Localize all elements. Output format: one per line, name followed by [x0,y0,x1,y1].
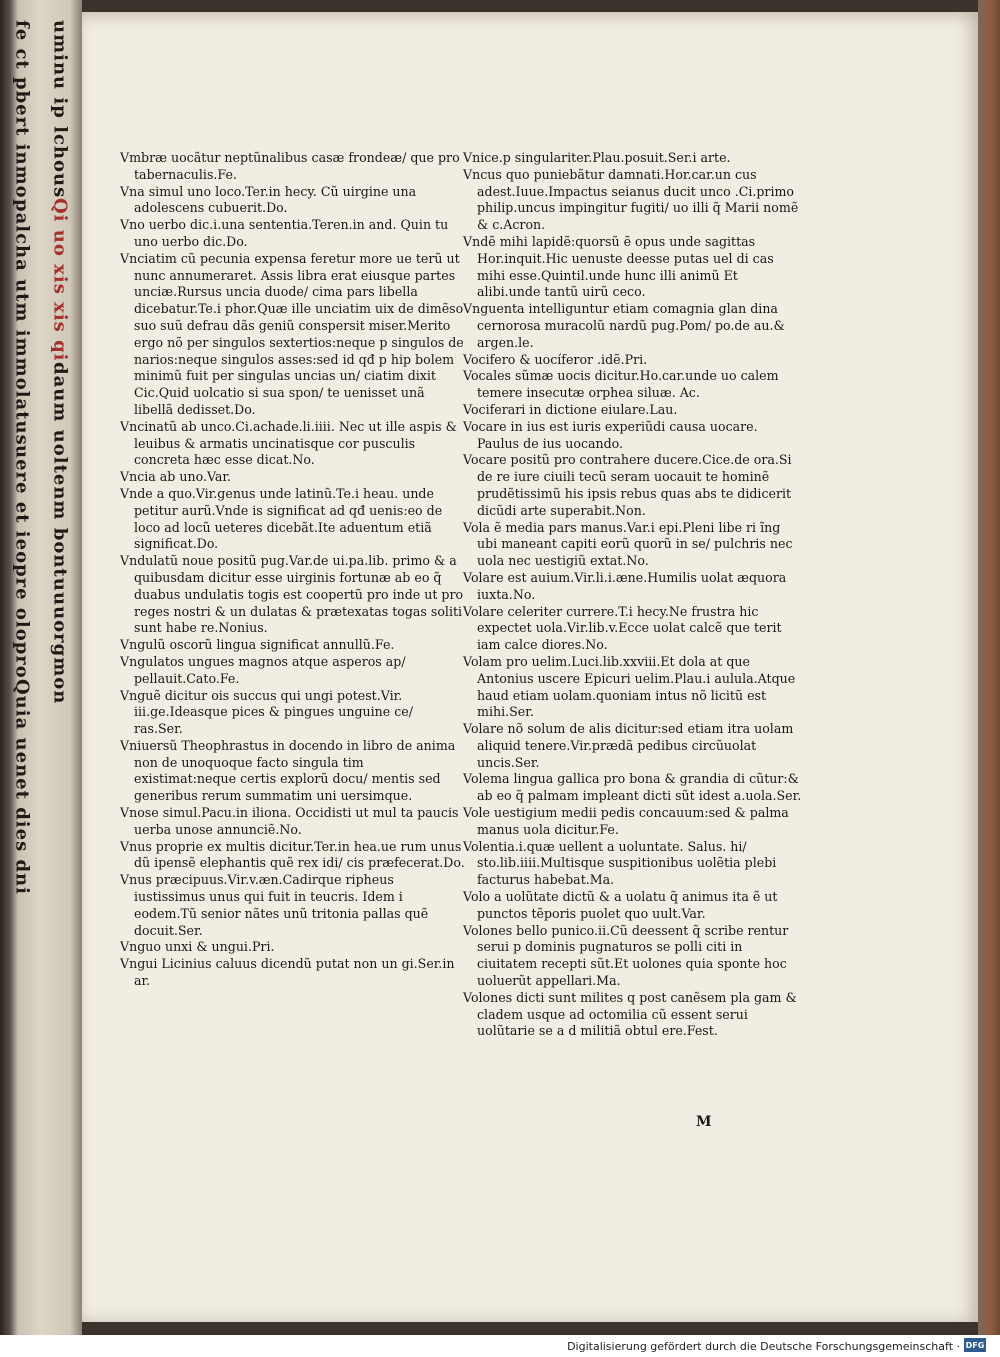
dictionary-entry: Vno uerbo dic.i.una sententia.Teren.in and. Quin tu uno uerbo dic.Do. [120,217,449,249]
dictionary-entry: Vocifero & uocíferor .idẽ.Pri. [463,351,648,367]
dictionary-entry: Vniuersũ Theophrastus in docendo in libro de anima non de unoquoque facto singula tim existimat:neque certis explorũ docu/ mentis sed generibus rerum summatim uni uersimque. [120,737,456,804]
dictionary-entry: Vnciatim cũ pecunia expensa feretur more ue terũ ut nunc annumeraret. Assis libra erat eiusque partes unciæ.Rursus uncia duode/ cima pars libella dicebatur.Te.i phor.Quæ ille unciatim uix de dimẽso suo suũ defrau dãs geniũ conspersit miser.Merito ergo nõ per singulos sextertios:neque p singulos de narios:neque singulos asses:sed id qđ p hip bolem minimũ fuit per singulas uncias un/ ciatim dixit Cic.Quid uolcatio si sua spon/ te uenisset unã libellã dedisset.Do. [120,250,464,417]
dictionary-entry: Vnus proprie ex multis dicitur.Ter.in hea.ue rum unus dũ ipensẽ elephantis quẽ rex idi/ cis præfecerat.Do. [120,838,465,871]
dictionary-entry: Vocales sũmæ uocis dicitur.Ho.car.unde uo calem temere insecutæ orphea siluæ. Ac. [463,368,779,401]
dfg-logo-icon: DFG [964,1338,986,1352]
dictionary-entry: Vngulatos ungues magnos atque asperos ap/ pellauit.Cato.Fe. [120,653,406,686]
spine-strip-left [2,20,42,1320]
dictionary-entry: Volare nõ solum de alis dicitur:sed etiam itra uolam aliquid tenere.Vir.prædã pedibus circũuolat uncis.Ser. [463,721,794,770]
dictionary-entry: Vncia ab uno.Var. [120,469,232,485]
dictionary-entry: Vngui Licinius caluus dicendũ putat non un gi.Ser.in ar. [120,956,455,989]
dictionary-entry: Vnose simul.Pacu.in iliona. Occidisti ut mul ta paucis uerba unose annunciẽ.No. [120,805,459,837]
dictionary-entry: Volentia.i.quæ uellent a uoluntate. Salus. hi/ sto.lib.iiii.Multisque suspitionibus uolẽtia plebi facturus habebat.Ma. [463,838,777,888]
dictionary-entry: Vole uestigium medii pedis concauum:sed & palma manus uola dicitur.Fe. [463,805,789,837]
dictionary-entry: Vnguo unxi & ungui.Pri. [120,939,275,955]
dictionary-entry: Vncinatũ ab unco.Ci.achade.li.iiii. Nec ut ille aspis & leuibus & armatis uncinatisque cor pusculis concreta hæc esse dicat.No. [120,418,457,468]
dictionary-entry: Volones dicti sunt milites q post canẽsem pla gam & cladem usque ad octomilia cũ essent serui uolũtarie se a d militiã obtul ere.Fest. [463,989,797,1039]
dictionary-entry: Vna simul uno loco.Ter.in hecy. Cũ uirgine una adolescens cubuerit.Do. [120,183,417,216]
dictionary-entry: Vndẽ mihi lapidẽ:quorsũ ẽ opus unde sagittas Hor.inquit.Hic uenuste deesse putas uel di cas mihi esse.Quintil.unde hunc illi animũ Et alibi.unde tantũ uirũ ceco. [463,233,774,300]
dictionary-entry: Vocare positũ pro contrahere ducere.Cice.de ora.Si de re iure ciuili tecũ seram uocauit te hominẽ prudẽtissimũ his ipsis rebus quas abs te didicerit dicũdi arte superabit.Non. [463,452,792,518]
footer-credit: Digitalisierung gefördert durch die Deutsche Forschungsgemeinschaft · [567,1340,960,1353]
book-spine [0,0,82,1335]
signature-mark: M [696,1114,712,1130]
dictionary-entry: Vncus quo puniebãtur damnati.Hor.car.un cus adest.Iuue.Impactus seianus ducit unco .Ci.primo philip.uncus impingitur fugiti/ uo illi q̃ Marii nomẽ & c.Acron. [463,166,799,233]
dictionary-entry: Volema lingua gallica pro bona & grandia di cũtur:& ab eo q̃ palmam impleant dicti sũt idest a.uola.Ser. [463,771,802,804]
page-edge [978,0,1000,1335]
spine-text: palcha utm immolatus [11,198,33,446]
dictionary-entry: Vmbræ uocãtur neptũnalibus casæ frondeæ/ que pro tabernaculis.Fe. [120,150,460,182]
spine-text: Quia uenet dies dni [11,679,33,896]
dictionary-entry: Vndulatũ noue positũ pug.Var.de ui.pa.lib. primo & a quibusdam dicitur esse uirginis fortunæ ab eo q̃ duabus undulatis togis est coopertũ pro inde ut pro reges nostri & un dulatas & prætexatas togas soliti sunt habe re.Nonius. [120,553,464,636]
spine-text: uuorgmon [49,591,71,704]
dictionary-entry: Vola ẽ media pars manus.Var.i epi.Pleni libe ri ĩng ubi maneant capiti eorũ quorũ in se/ pulchris nec uola nec uestigiũ extat.No. [463,519,793,569]
right-column [463,150,803,1040]
dictionary-entry: Volam pro uelim.Luci.lib.xxviii.Et dola at que Antonius uscere Epicuri uelim.Plau.i aulula.Atque haud etiam uolam.quoniam intus nõ licitũ est mihi.Ser. [463,653,796,720]
dictionary-entry: Volo a uolũtate dictũ & a uolatu q̃ animus ita ẽ ut punctos tẽporis puolet quo uult.Var. [463,889,778,921]
dictionary-entry: Vnguenta intelliguntur etiam comagnia glan dina cernorosa muracolũ nardũ pug.Pom/ po.de au.& argen.le. [463,301,785,350]
spine-text: uminu ip lchous [49,20,71,199]
spine-text: uere et ieopre olopro [11,445,33,680]
dictionary-entry: Vocare in ius est iuris experiũdi causa uocare. Paulus de ius uocando. [463,418,758,451]
dictionary-entry: Vnus præcipuus.Vir.v.æn.Cadirque ripheus iustissimus unus qui fuit in teucris. Idem i eodem.Tũ senior nãtes unũ tritonia pallas quẽ docuit.Ser. [120,872,429,938]
dictionary-entry: Vociferari in dictione eiulare.Lau. [463,401,678,417]
dictionary-entry: Vnguẽ dicitur ois succus qui ungi potest.Vir. iii.ge.Ideasque pices & pingues unguine ce/ ras.Ser. [120,687,413,737]
dictionary-entry: Vnde a quo.Vir.genus unde latinũ.Te.i heau. unde petitur aurũ.Vnde is significat ad qđ uenis:eo de loco ad locũ ueteres dicebãt.Ite aduentum etiã significat.Do. [120,485,443,552]
left-column [120,150,465,990]
dictionary-entry: Volare celeriter currere.T.i hecy.Ne frustra hic expectet uola.Vir.lib.v.Ecce uolat calcẽ que terit iam calce diores.No. [463,603,782,653]
spine-text: daum uoltenm bontu [49,361,71,592]
dictionary-entry: Vnice.p singulariter.Plau.posuit.Ser.i arte. [463,150,731,165]
spine-strip-right [40,20,80,1320]
spine-text: fe ct pbert inmo [11,20,33,199]
dictionary-entry: Vngulũ oscorũ lingua significat annullũ.Fe. [120,637,395,653]
dictionary-entry: Volare est auium.Vir.li.i.æne.Humilis uolat æquora iuxta.No. [463,569,787,602]
dictionary-entry: Volones bello punico.ii.Cũ deessent q̃ scribe rentur serui p dominis pugnaturos se polli citi in ciuitatem recepti sũt.Et uolones quia sponte hoc uoluerũt appellari.Ma. [463,922,789,989]
spine-text: Qi uo xis xis qi [49,198,71,362]
